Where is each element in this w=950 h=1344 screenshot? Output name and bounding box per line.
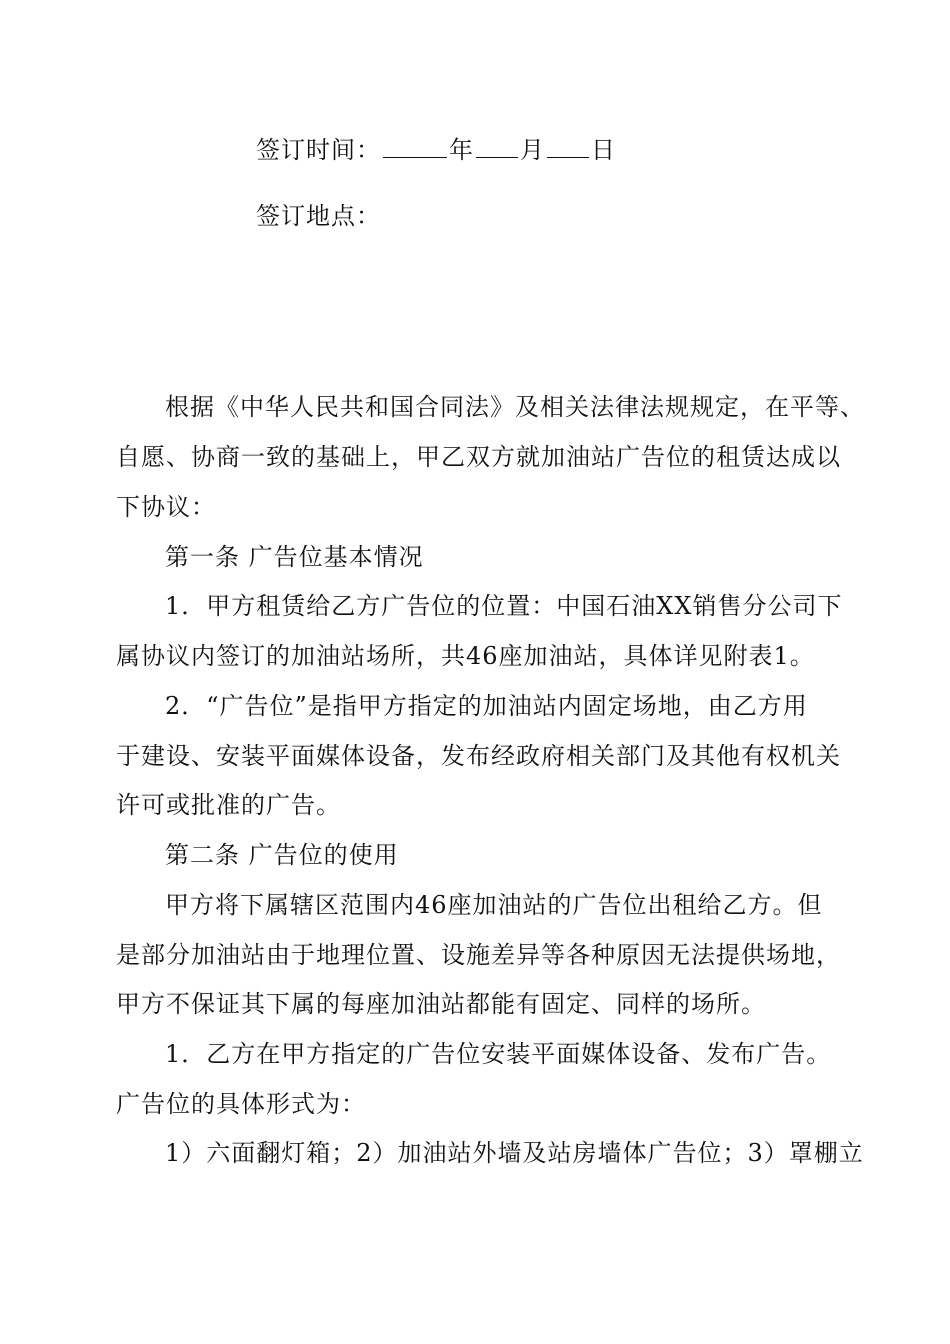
paragraph-line: 根据《中华人民共和国合同法》及相关法律法规规定，在平等、 — [165, 393, 865, 421]
year-label: 年 — [449, 136, 474, 164]
sign-time-label: 签订时间： — [256, 136, 381, 164]
paragraph-line: 2．“广告位”是指甲方指定的加油站内固定场地，由乙方用 — [165, 692, 808, 720]
sign-place-line — [256, 200, 381, 232]
day-label: 日 — [591, 136, 616, 164]
paragraph-line: 自愿、协商一致的基础上，甲乙双方就加油站广告位的租赁达成以 — [116, 443, 841, 471]
article-heading: 第二条 广告位的使用 — [165, 841, 399, 869]
paragraph-line: 于建设、安装平面媒体设备，发布经政府相关部门及其他有权机关 — [116, 742, 841, 770]
paragraph-line: 下协议： — [116, 493, 216, 521]
paragraph-line: 许可或批准的广告。 — [116, 791, 341, 819]
paragraph-line: 1）六面翻灯箱；2）加油站外墙及站房墙体广告位；3）罩棚立 — [165, 1139, 864, 1167]
month-label: 月 — [520, 136, 545, 164]
paragraph-line: 是部分加油站由于地理位置、设施差异等各种原因无法提供场地， — [116, 941, 841, 969]
paragraph-line: 甲方将下属辖区范围内46座加油站的广告位出租给乙方。但 — [165, 891, 823, 919]
paragraph-line: 1．乙方在甲方指定的广告位安装平面媒体设备、发布广告。 — [165, 1040, 832, 1068]
sign-time-line — [256, 134, 616, 166]
paragraph-line: 广告位的具体形式为： — [116, 1090, 366, 1118]
paragraph-line: 甲方不保证其下属的每座加油站都能有固定、同样的场所。 — [116, 990, 766, 1018]
article-heading: 第一条 广告位基本情况 — [165, 543, 424, 571]
day-blank — [547, 135, 589, 158]
year-blank — [383, 135, 447, 158]
paragraph-line: 属协议内签订的加油站场所，共46座加油站，具体详见附表1。 — [116, 642, 815, 670]
month-blank — [476, 135, 518, 158]
paragraph-line: 1．甲方租赁给乙方广告位的位置：中国石油XX销售分公司下 — [165, 592, 843, 620]
sign-place-label: 签订地点： — [256, 202, 381, 230]
